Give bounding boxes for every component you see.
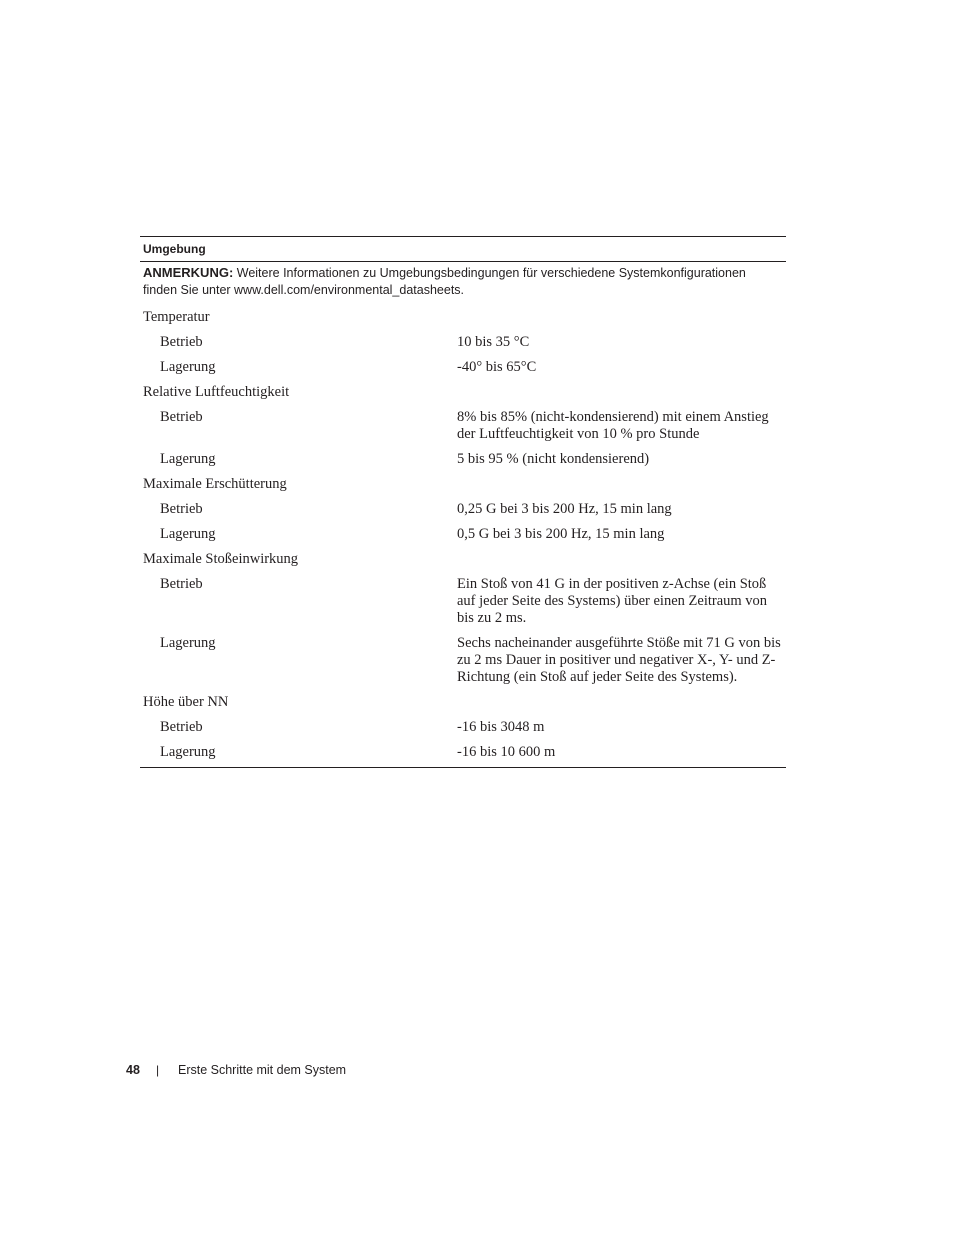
table-row xyxy=(140,522,786,547)
section-humidity xyxy=(140,380,786,472)
note-label: ANMERKUNG: xyxy=(143,265,234,280)
section-shock xyxy=(140,547,786,690)
row-value: -40° bis 65°C xyxy=(457,359,537,375)
table-header: Umgebung xyxy=(140,237,786,262)
table-row xyxy=(140,740,786,767)
row-value: -16 bis 3048 m xyxy=(457,719,545,735)
row-label: Betrieb xyxy=(160,719,203,735)
table-row xyxy=(140,497,786,522)
section-temperature xyxy=(140,305,786,380)
footer-separator: | xyxy=(156,1063,160,1077)
row-label: Betrieb xyxy=(160,409,203,425)
row-label: Lagerung xyxy=(160,451,216,467)
row-label: Betrieb xyxy=(160,334,203,350)
table-row xyxy=(140,405,786,447)
note xyxy=(140,262,786,299)
page-footer xyxy=(126,1062,346,1078)
row-value: Sechs nacheinander ausgeführte Stöße mit 71 G von bis zu 2 ms Dauer in positiver und negativer X-, Y- und Z-Richtung (ein Stoß auf jeder Seite des Systems). xyxy=(457,635,781,685)
note-text: Weitere Informationen zu Umgebungsbedingungen für verschiedene Systemkonfigurationen finden Sie unter www.dell.com/environmental_datasheets. xyxy=(143,266,746,297)
section-title: Maximale Stoßeinwirkung xyxy=(143,551,299,567)
section-title: Temperatur xyxy=(143,309,210,325)
table-row xyxy=(140,330,786,355)
table-row xyxy=(140,715,786,740)
section-altitude xyxy=(140,690,786,767)
row-label: Betrieb xyxy=(160,501,203,517)
section-title: Maximale Erschütterung xyxy=(143,476,287,492)
row-value: Ein Stoß von 41 G in der positiven z-Achse (ein Stoß auf jeder Seite des Systems) über einen Zeitraum von bis zu 2 ms. xyxy=(457,576,768,626)
table-row xyxy=(140,631,786,690)
row-label: Lagerung xyxy=(160,744,216,760)
section-title: Höhe über NN xyxy=(143,694,229,710)
row-value: 10 bis 35 °C xyxy=(457,334,530,350)
row-value: 8% bis 85% (nicht-kondensierend) mit einem Anstieg der Luftfeuchtigkeit von 10 % pro Stunde xyxy=(457,409,769,442)
page-number: 48 xyxy=(126,1063,140,1077)
environment-spec-table xyxy=(140,236,786,768)
row-value: 0,5 G bei 3 bis 200 Hz, 15 min lang xyxy=(457,526,665,542)
row-label: Lagerung xyxy=(160,526,216,542)
section-vibration xyxy=(140,472,786,547)
table-row xyxy=(140,572,786,631)
row-label: Lagerung xyxy=(160,635,216,651)
row-label: Lagerung xyxy=(160,359,216,375)
row-value: -16 bis 10 600 m xyxy=(457,744,556,760)
table-row xyxy=(140,447,786,472)
row-value: 5 bis 95 % (nicht kondensierend) xyxy=(457,451,650,467)
table-row xyxy=(140,355,786,380)
row-label: Betrieb xyxy=(160,576,203,592)
section-title: Relative Luftfeuchtigkeit xyxy=(143,384,290,400)
chapter-title: Erste Schritte mit dem System xyxy=(178,1063,347,1077)
row-value: 0,25 G bei 3 bis 200 Hz, 15 min lang xyxy=(457,501,672,517)
